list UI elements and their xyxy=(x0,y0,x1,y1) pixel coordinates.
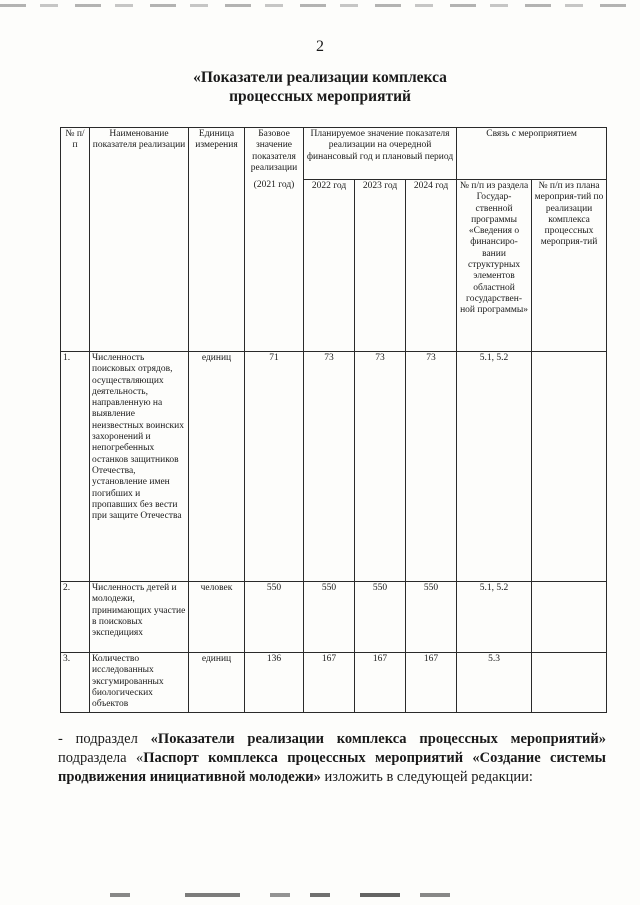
section-title-line1: «Показатели реализации комплекса xyxy=(193,69,447,86)
header-unit: Единица измерения xyxy=(189,128,245,352)
row-2022: 550 xyxy=(304,582,355,653)
row-2022: 167 xyxy=(304,653,355,713)
header-base-label: Базовое значение показателя реализации xyxy=(250,129,298,173)
table-row xyxy=(61,582,607,653)
row-num: 2. xyxy=(61,582,90,653)
header-2024: 2024 год xyxy=(406,180,457,352)
row-base: 71 xyxy=(245,352,304,582)
paragraph-bold-1: «Показатели реализации комплекса процессных мероприятий» xyxy=(150,731,606,747)
row-2023: 167 xyxy=(355,653,406,713)
row-link-plan xyxy=(532,352,607,582)
scan-artifact-bottom xyxy=(0,893,640,897)
row-num: 1. xyxy=(61,352,90,582)
row-base: 550 xyxy=(245,582,304,653)
indicators-table xyxy=(60,127,607,713)
header-link-state-program: № п/п из раздела Государ-ственной программы «Сведения о финансиро-вании структурных элементов областной государствен-ной программы» xyxy=(457,180,532,352)
header-name: Наименование показателя реализации xyxy=(90,128,189,352)
row-2023: 550 xyxy=(355,582,406,653)
row-2024: 167 xyxy=(406,653,457,713)
header-base-year: (2021 год) xyxy=(253,180,295,191)
header-2022: 2022 год xyxy=(304,180,355,352)
row-2024: 73 xyxy=(406,352,457,582)
paragraph-bold-2: Паспорт комплекса процессных мероприятий «Создание системы продвижения инициативной молодежи» xyxy=(58,750,607,785)
section-title-line2: процессных мероприятий xyxy=(229,88,411,105)
row-link-state-program: 5.1, 5.2 xyxy=(457,582,532,653)
header-num: № п/п xyxy=(61,128,90,352)
header-2023: 2023 год xyxy=(355,180,406,352)
row-2023: 73 xyxy=(355,352,406,582)
header-base xyxy=(245,128,304,352)
header-link: Связь с мероприятием xyxy=(457,128,607,180)
row-link-state-program: 5.3 xyxy=(457,653,532,713)
row-unit: единиц xyxy=(189,653,245,713)
row-link-state-program: 5.1, 5.2 xyxy=(457,352,532,582)
row-name: Количество исследованных эксгумированных биологических объектов xyxy=(90,653,189,713)
header-planned: Планируемое значение показателя реализации на очередной финансовый год и плановый период xyxy=(304,128,457,180)
body-paragraph xyxy=(58,730,606,787)
paragraph-lead: - подраздел xyxy=(58,731,151,747)
header-link-plan: № п/п из плана мероприя-тий по реализации комплекса процессных мероприя-тий xyxy=(532,180,607,352)
row-base: 136 xyxy=(245,653,304,713)
row-link-plan xyxy=(532,653,607,713)
table-row xyxy=(61,352,607,582)
row-unit: единиц xyxy=(189,352,245,582)
table-row xyxy=(61,653,607,713)
page-number: 2 xyxy=(316,38,324,55)
row-num: 3. xyxy=(61,653,90,713)
row-name: Численность поисковых отрядов, осуществляющих деятельность, направленную на выявление неизвестных воинских захоронений и непогребенных останков защитников Отечества, установление имен погибших и пропавших без вести при защите Отечества xyxy=(90,352,189,582)
paragraph-tail: изложить в следующей редакции: xyxy=(320,769,533,785)
paragraph-mid: подраздела « xyxy=(58,750,144,766)
row-name: Численность детей и молодежи, принимающих участие в поисковых экспедициях xyxy=(90,582,189,653)
row-unit: человек xyxy=(189,582,245,653)
row-link-plan xyxy=(532,582,607,653)
scan-artifact-top xyxy=(0,4,640,7)
row-2024: 550 xyxy=(406,582,457,653)
section-title xyxy=(0,68,640,106)
row-2022: 73 xyxy=(304,352,355,582)
